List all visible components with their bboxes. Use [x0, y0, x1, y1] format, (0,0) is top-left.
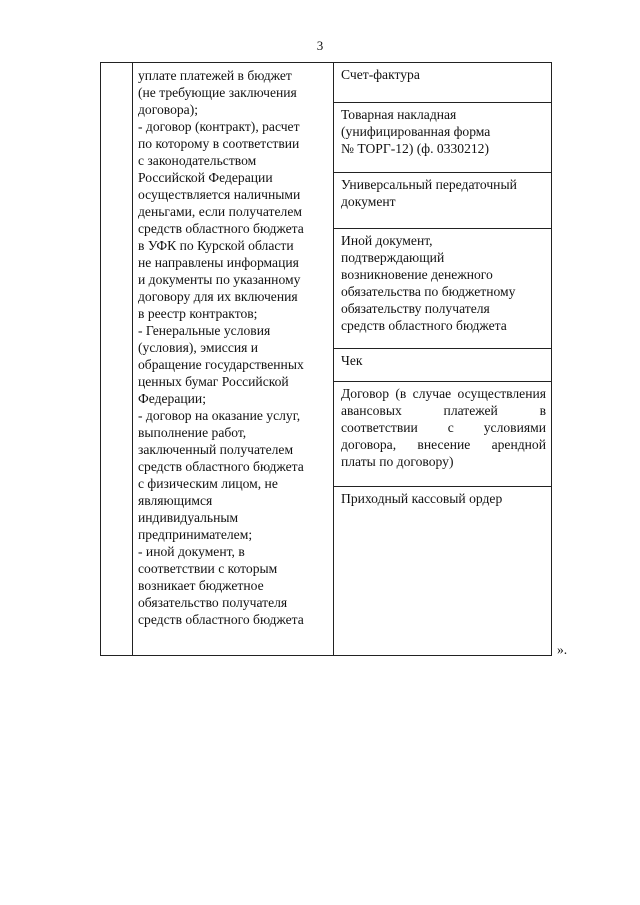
table-row-cash-receipt-order: Приходный кассовый ордер — [341, 491, 503, 506]
table-cell-document-basis: уплате платежей в бюджет (не требующие заключения договора); - договор (контракт), расчет по которому в соответствии с законодательством Российской Федерации осуществляется наличными деньгами, если получателем средств областного бюджета в УФК по Курской области не направлены информация и документы по указанному договору для их включения в реестр контрактов; - Генеральные условия (условия), эмиссия и обращение государственных ценных бумаг Российской Федерации; - договор на оказание услуг, выполнение работ, заключенный получателем средств областного бюджета с физическим лицом, не являющимся индивидуальным предпринимателем; - иной документ, в соответствии с которым возникает бюджетное обязательство получателя средств областного бюджета — [138, 68, 304, 627]
table-row-contract: Договор (в случае осуществления авансовых платежей в соответствии с условиями договора, внесение арендной платы по договору) — [334, 382, 552, 487]
table-column-divider-first — [132, 63, 133, 655]
document-table — [100, 62, 552, 656]
table-row-receipt: Чек — [334, 349, 552, 382]
page-number: 3 — [316, 38, 324, 53]
table-row-other-document: Иной документ, подтверждающий возникновение денежного обязательства по бюджетному обязательству получателя средств областного бюджета — [334, 229, 552, 349]
table-row-universal-transfer-document: Универсальный передаточный документ — [334, 173, 552, 229]
closing-quote: ». — [557, 642, 568, 657]
table-row-invoice: Счет-фактура — [334, 63, 552, 103]
table-row-waybill: Товарная накладная (унифицированная форма № ТОРГ-12) (ф. 0330212) — [334, 103, 552, 173]
